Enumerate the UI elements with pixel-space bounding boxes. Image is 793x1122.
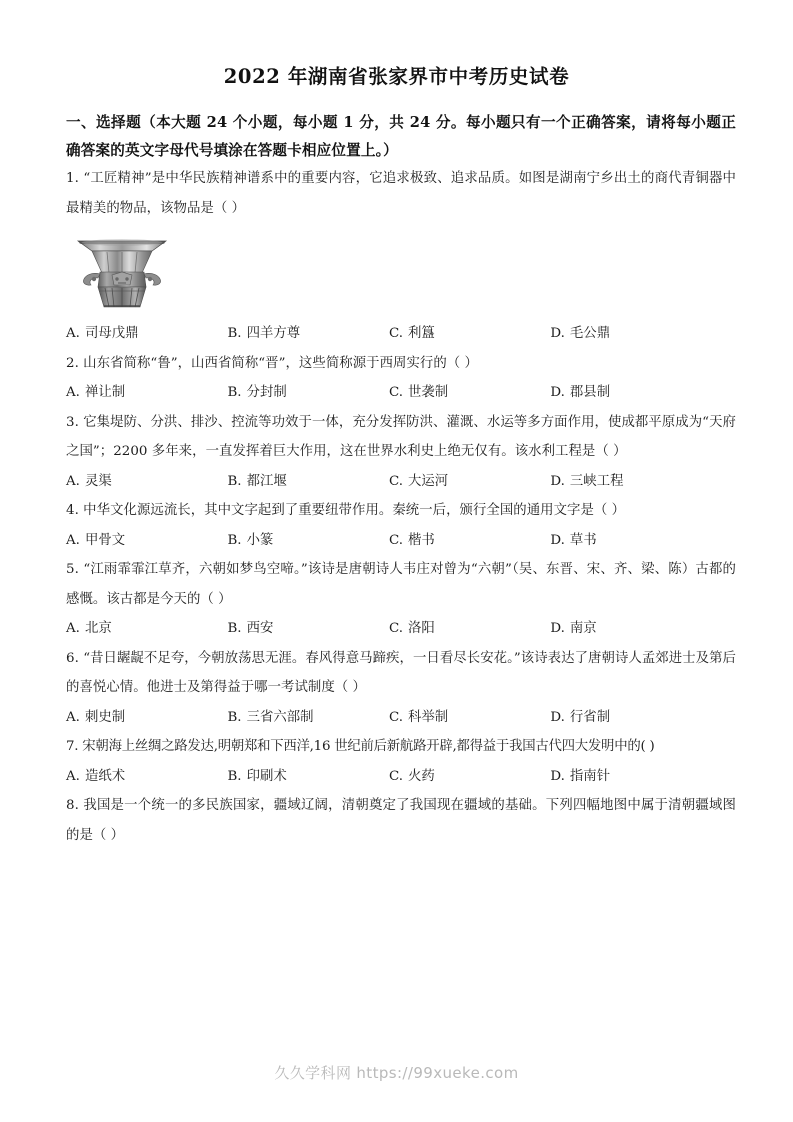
option-label: A. <box>66 621 80 636</box>
option-4-B[interactable] <box>227 526 388 556</box>
option-label: D. <box>550 709 565 725</box>
question-stem-1: 1. “工匠精神”是中华民族精神谱系中的重要内容，它追求极致、追求品质。如图是湖南宁乡出土的商代青铜器中最精美的物品，该物品是（ ） <box>66 171 736 216</box>
option-label: B. <box>227 709 242 725</box>
option-text: 行省制 <box>569 709 611 725</box>
option-label: A. <box>66 385 80 400</box>
option-1-D[interactable] <box>550 319 711 349</box>
option-text: 北京 <box>84 621 112 636</box>
option-2-C[interactable] <box>389 378 550 408</box>
option-label: D. <box>550 532 565 548</box>
option-2-A[interactable] <box>66 378 227 408</box>
option-label: B. <box>227 326 242 341</box>
option-text: 指南针 <box>569 768 611 784</box>
option-text: 洛阳 <box>407 621 435 636</box>
watermark-site: 久久学科网 <box>274 1064 352 1082</box>
watermark-url: https://99xueke.com <box>356 1064 519 1082</box>
option-label: D. <box>550 326 565 341</box>
option-label: C. <box>388 709 403 725</box>
option-text: 西安 <box>246 621 274 636</box>
option-label: D. <box>550 385 565 400</box>
option-5-D[interactable] <box>550 614 711 644</box>
option-6-C[interactable] <box>389 703 550 733</box>
options-row-5 <box>66 614 736 644</box>
option-label: D. <box>550 473 565 489</box>
question-stem-7: 7. 宋朝海上丝绸之路发达,明朝郑和下西洋,16 世纪前后新航路开辟,都得益于我国古代四大发明中的( ) <box>66 739 655 754</box>
option-label: A. <box>66 709 80 725</box>
options-row-3 <box>66 467 736 497</box>
option-text: 利簋 <box>407 326 435 341</box>
option-text: 都江堰 <box>246 473 287 489</box>
option-text: 甲骨文 <box>84 532 126 548</box>
option-5-B[interactable] <box>227 614 388 644</box>
option-1-A[interactable] <box>66 319 227 349</box>
option-label: C. <box>388 473 403 489</box>
option-label: C. <box>388 621 403 636</box>
option-label: A. <box>66 473 80 489</box>
watermark <box>0 1062 793 1083</box>
option-label: D. <box>550 768 565 784</box>
question-block-7 <box>0 732 793 791</box>
question-block-4 <box>0 496 793 555</box>
question-block-6 <box>0 644 793 733</box>
option-7-C[interactable] <box>389 762 550 792</box>
option-text: 禅让制 <box>84 385 126 400</box>
option-label: A. <box>66 326 80 341</box>
option-text: 灵渠 <box>84 473 112 489</box>
option-label: B. <box>227 621 242 636</box>
option-text: 分封制 <box>246 385 287 400</box>
option-4-D[interactable] <box>550 526 711 556</box>
option-label: B. <box>227 473 242 489</box>
option-7-B[interactable] <box>227 762 388 792</box>
option-text: 毛公鼎 <box>569 326 611 341</box>
options-row-7 <box>66 762 736 792</box>
option-4-A[interactable] <box>66 526 227 556</box>
option-text: 三省六部制 <box>246 709 314 725</box>
option-text: 南京 <box>569 621 597 636</box>
option-text: 司母戊鼎 <box>84 326 139 341</box>
bronze-square-zun-image <box>74 231 170 313</box>
option-7-D[interactable] <box>550 762 711 792</box>
question-block-3 <box>0 408 793 497</box>
option-text: 刺史制 <box>84 709 126 725</box>
question-stem-5: 5. “江雨霏霏江草齐，六朝如梦鸟空啼。”该诗是唐朝诗人韦庄对曾为“六朝”（吴、东晋、宋、齐、梁、陈）古都的感慨。该古都是今天的（ ） <box>66 562 736 607</box>
option-label: A. <box>66 532 80 548</box>
option-text: 印刷术 <box>246 768 287 784</box>
question-block-5 <box>0 555 793 644</box>
option-6-A[interactable] <box>66 703 227 733</box>
option-text: 三峡工程 <box>569 473 624 489</box>
option-text: 楷书 <box>407 532 435 548</box>
option-label: C. <box>388 385 403 400</box>
question-1-figure <box>66 223 736 319</box>
question-block-2 <box>0 349 793 408</box>
section-heading: 一、选择题（本大题 24 个小题，每小题 1 分，共 24 分。每小题只有一个正确答案，请将每小题正确答案的英文字母代号填涂在答题卡相应位置上。） <box>66 114 736 159</box>
option-text: 科举制 <box>407 709 449 725</box>
option-3-D[interactable] <box>550 467 711 497</box>
option-1-C[interactable] <box>389 319 550 349</box>
options-row-4 <box>66 526 736 556</box>
option-text: 大运河 <box>407 473 449 489</box>
question-block-1 <box>0 164 793 349</box>
option-label: D. <box>550 621 565 636</box>
option-6-B[interactable] <box>227 703 388 733</box>
option-label: C. <box>388 532 403 548</box>
page-title: 2022 年湖南省张家界市中考历史试卷 <box>223 65 570 88</box>
option-5-C[interactable] <box>389 614 550 644</box>
option-text: 造纸术 <box>84 768 126 784</box>
question-block-8 <box>0 791 793 850</box>
options-row-6 <box>66 703 736 733</box>
options-row-2 <box>66 378 736 408</box>
option-text: 草书 <box>569 532 597 548</box>
option-label: C. <box>388 768 403 784</box>
option-2-D[interactable] <box>550 378 711 408</box>
option-text: 四羊方尊 <box>246 326 301 341</box>
option-text: 小篆 <box>246 532 274 548</box>
option-label: C. <box>388 326 403 341</box>
option-3-A[interactable] <box>66 467 227 497</box>
option-6-D[interactable] <box>550 703 711 733</box>
option-1-B[interactable] <box>227 319 388 349</box>
question-stem-6: 6. “昔日龌龊不足夸，今朝放荡思无涯。春风得意马蹄疾，一日看尽长安花。”该诗表达了唐朝诗人孟郊进士及第后的喜悦心情。他进士及第得益于哪一考试制度（ ） <box>66 650 736 695</box>
option-3-C[interactable] <box>389 467 550 497</box>
option-label: B. <box>227 532 242 548</box>
option-7-A[interactable] <box>66 762 227 792</box>
question-stem-3: 3. 它集堤防、分洪、排沙、控流等功效于一体，充分发挥防洪、灌溉、水运等多方面作用，使成都平原成为“天府之国”；2200 多年来，一直发挥着巨大作用，这在世界水利史上绝无仅有。该水利工程是（ ） <box>66 414 736 459</box>
question-stem-4: 4. 中华文化源远流长，其中文字起到了重要纽带作用。秦统一后，颁行全国的通用文字是（ ） <box>66 503 626 518</box>
question-stem-2: 2. 山东省简称“鲁”，山西省简称“晋”，这些简称源于西周实行的（ ） <box>66 355 478 371</box>
option-4-C[interactable] <box>389 526 550 556</box>
option-2-B[interactable] <box>227 378 388 408</box>
option-label: B. <box>227 768 242 784</box>
question-stem-8: 8. 我国是一个统一的多民族国家，疆域辽阔，清朝奠定了我国现在疆域的基础。下列四幅地图中属于清朝疆域图的是（ ） <box>66 798 736 843</box>
option-text: 世袭制 <box>407 385 449 400</box>
option-5-A[interactable] <box>66 614 227 644</box>
option-label: B. <box>227 385 242 400</box>
option-text: 郡县制 <box>569 385 611 400</box>
option-text: 火药 <box>407 768 435 784</box>
option-3-B[interactable] <box>227 467 388 497</box>
options-row-1 <box>66 319 736 349</box>
option-label: A. <box>66 768 80 784</box>
